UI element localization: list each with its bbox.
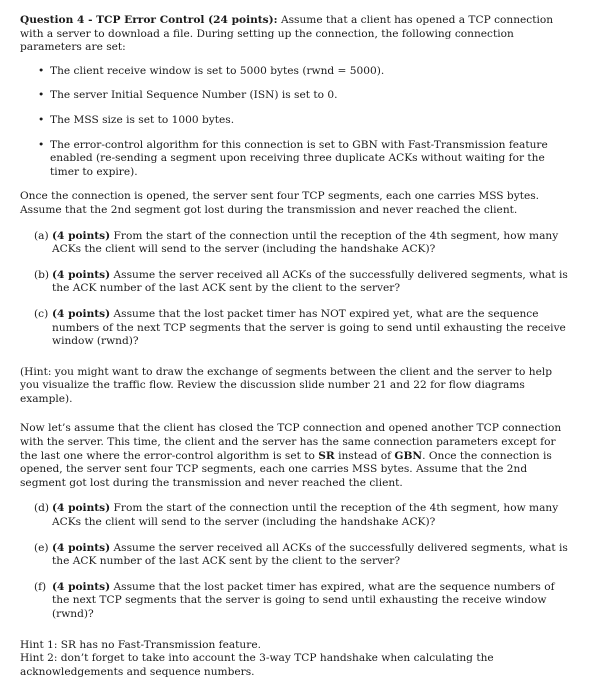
parameter-list <box>20 65 572 180</box>
part-b: (b) (4 points) Assume the server received all ACKs of the successfully delivered segments, what is the ACK number of the last ACK sent by the client to the server? <box>34 268 568 295</box>
part-d: (d) (4 points) From the start of the connection until the reception of the 4th segment, how many ACKs the client will send to the server (including the handshake ACK)? <box>34 502 559 529</box>
list-item: • The MSS size is set to 1000 bytes. <box>38 113 235 126</box>
list-item: • The client receive window is set to 5000 bytes (rwnd = 5000). <box>38 64 385 77</box>
part-f: (f) (4 points) Assume that the lost packet timer has expired, what are the sequence numbers of the next TCP segments that the server is going to send until exhausting the receive window (rwnd)? <box>34 580 555 620</box>
question-intro <box>20 14 572 55</box>
part-a: (a) (4 points) From the start of the connection until the reception of the 4th segment, how many ACKs the client will send to the server (including the handshake ACK)? <box>34 229 559 256</box>
bullet-icon: • <box>38 138 45 151</box>
hint-2: Hint 2: don’t forget to take into account the 3-way TCP handshake when calculating the acknowledgements and sequence numbers. <box>20 652 494 678</box>
bullet-icon: • <box>38 113 45 126</box>
part-e: (e) (4 points) Assume the server received all ACKs of the successfully delivered segments, what is the ACK number of the last ACK sent by the client to the server? <box>34 541 568 568</box>
bullet-icon: • <box>38 64 45 77</box>
scenario-2-paragraph: Now let’s assume that the client has closed the TCP connection and opened another TCP connection with the server. This time, the client and the server has the same connection parameters except for the last one where the error-control algorithm is set to SR instead of GBN. Once the connection is opened, the server sent four TCP segments, each one carries MSS bytes. Assume that the 2nd segment got lost during the transmission and never reached the client. <box>20 422 562 489</box>
list-item: • The error-control algorithm for this connection is set to GBN with Fast-Transmission feature enabled (re-sending a segment upon receiving three duplicate ACKs without waiting for the timer to expire). <box>38 138 548 178</box>
question-intro-text: Assume that a client has opened a TCP connection with a server to download a file. During setting up the connection, the following connection parameters are set: <box>20 14 554 54</box>
hint-1: Hint 1: SR has no Fast-Transmission feature. <box>20 638 261 651</box>
part-c: (c) (4 points) Assume that the lost packet timer has NOT expired yet, what are the sequence numbers of the next TCP segments that the server is going to send until exhausting the receive window (rwnd)? <box>34 307 566 348</box>
list-item: • The server Initial Sequence Number (ISN) is set to 0. <box>38 89 338 102</box>
question-title: Question 4 - TCP Error Control (24 points): <box>20 14 278 26</box>
traffic-hint: (Hint: you might want to draw the exchange of segments between the client and the server to help you visualize the traffic flow. Review the discussion slide number 21 and 22 for flow diagrams example). <box>20 365 553 405</box>
scenario-1-paragraph: Once the connection is opened, the server sent four TCP segments, each one carries MSS bytes. Assume that the 2nd segment got lost during the transmission and never reached the client. <box>20 190 540 216</box>
bullet-icon: • <box>38 89 45 102</box>
